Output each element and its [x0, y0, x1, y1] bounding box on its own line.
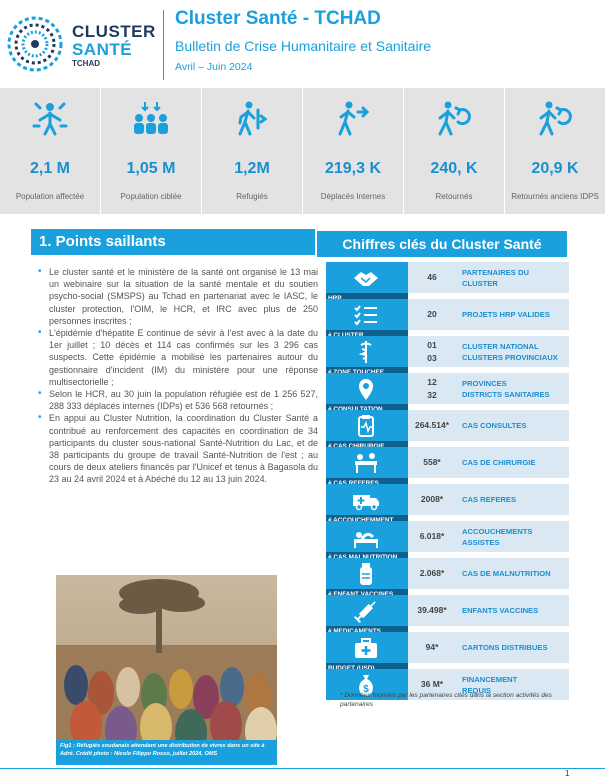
key-figure-value [408, 410, 456, 441]
ambulance-icon [351, 488, 381, 512]
key-figure-value [408, 299, 456, 330]
surgery-icon [351, 451, 381, 475]
key-figure-description-line: ENFANTS VACCINES [462, 606, 539, 615]
key-figure-row [326, 410, 569, 441]
stat-value: 2,1 M [29, 160, 70, 177]
key-figure-description-line: CLUSTERS PROVINCIAUX [462, 352, 558, 362]
caduceus-icon [351, 340, 381, 364]
key-figure-value [408, 373, 456, 404]
stat-label: Retournés anciens IDPS [511, 192, 599, 201]
refugee-distribution-photo [56, 575, 277, 765]
stat-label: Population affectée [15, 192, 85, 201]
key-figure-icon-cell [326, 262, 408, 293]
key-figure-icon-cell [326, 299, 408, 330]
key-figure-number: 03 [427, 352, 437, 363]
stat-refugies [202, 88, 302, 214]
group-targeted-icon [101, 100, 201, 134]
key-figure-description [456, 632, 569, 663]
stat-label: Déplacés Internes [320, 192, 386, 201]
page-header [0, 0, 605, 86]
key-figure-number: 264.514* [414, 420, 450, 430]
handshake-icon [351, 266, 381, 290]
list-item: • En appui au Cluster Nutrition, la coordination du Cluster Santé a contribué au renforcement des capacités en coordination de 34 participants du cluster sous-national Santé-Nutrition du Lac, et de 38 participants du groupe de travail Santé-Nutrition de l'est ; au cours de deux ateliers financés par l'Unicef et tenus à Bagasola du 23 au 24 avril 2024 et à Abéché du 12 au 13 juin 2024. [36, 412, 318, 485]
key-figure-description [456, 447, 569, 478]
stat-deplaces-internes [303, 88, 403, 214]
key-figure-description [456, 484, 569, 515]
key-figure-description [456, 410, 569, 441]
key-figure-number: 01 [427, 339, 437, 350]
key-figure-number: 32 [427, 389, 437, 400]
swirl-logo-icon [0, 8, 70, 78]
key-figure-description-line: PROVINCES [462, 378, 507, 388]
key-figure-description-line: CAS REFERES [462, 495, 517, 504]
stat-population-affectee [0, 88, 100, 214]
section-title-points-saillants: 1. Points saillants [31, 229, 315, 255]
stat-value: 240, K [430, 160, 478, 177]
key-figure-row [326, 336, 569, 367]
key-figure-value [408, 336, 456, 367]
key-figures-table [326, 262, 569, 704]
key-figures-title: Chiffres clés du Cluster Santé [317, 231, 567, 257]
key-figure-value [408, 262, 456, 293]
person-arms-out-icon [0, 100, 100, 134]
key-figure-description-line: REQUIS [462, 685, 492, 695]
key-figure-row [326, 521, 569, 552]
key-figure-description-line: CAS DE CHIRURGIE [462, 458, 536, 467]
key-figure-icon-cell [326, 595, 408, 626]
key-figure-row [326, 373, 569, 404]
footnote: * Données fournies par les partenaires cités dans la section activités des partenaires [340, 692, 552, 708]
svg-text:$: $ [363, 684, 369, 695]
key-figure-description [456, 373, 569, 404]
logo-line-sante: SANTÉ [72, 40, 133, 59]
key-figure-description-line: ASSISTES [462, 537, 500, 547]
logo-line-tchad: TCHAD [72, 59, 100, 68]
logo-line-cluster: CLUSTER [72, 22, 156, 41]
key-figure-description-line: CLUSTER [462, 278, 498, 288]
key-figure-row [326, 595, 569, 626]
photo-caption: Fig1 : Réfugiés soudanais attendant une distribution de vivres dans un site à Adré. Crédit photo : Nicolo Filippo Rosso, juillet 2024, OMS [56, 740, 277, 765]
stat-label: Retournés [435, 192, 473, 201]
footer-rule [0, 768, 605, 769]
key-figure-icon-cell [326, 558, 408, 589]
key-figure-number: 2.068* [419, 568, 445, 578]
key-figure-number: 6.018* [419, 531, 445, 541]
refugee-walking-icon [202, 100, 302, 134]
page-number: 1 [565, 769, 570, 778]
key-figure-number: 39.498* [417, 605, 447, 615]
stat-retournes-anciens-idps [505, 88, 605, 214]
highlights-list [36, 266, 318, 486]
childbirth-icon [351, 525, 381, 549]
malnutrition-icon [351, 562, 381, 586]
page-title: Cluster Santé - TCHAD [175, 8, 381, 29]
key-figure-icon-cell [326, 410, 408, 441]
checklist-icon [351, 303, 381, 327]
key-figure-row [326, 262, 569, 293]
header-divider [163, 10, 164, 80]
key-figure-description-line: PROJETS HRP VALIDES [462, 310, 550, 319]
key-figure-value [408, 447, 456, 478]
key-figure-description-line: CLUSTER NATIONAL [462, 341, 539, 351]
key-figure-description [456, 521, 569, 552]
key-figure-row [326, 558, 569, 589]
key-figure-row [326, 484, 569, 515]
key-figure-row [326, 299, 569, 330]
key-figure-number: 558* [423, 457, 441, 467]
page-subtitle: Bulletin de Crise Humanitaire et Sanitaire [175, 38, 432, 54]
key-figure-description [456, 262, 569, 293]
stat-value: 1,2M [234, 160, 270, 177]
list-item: • Le cluster santé et le ministère de la santé ont organisé le 13 mai un webinaire sur la situation de la santé mentale et du soutien psycho-social (SMSPS) au Tchad en partenariat avec le IASC, le cluster protection, l'OIM, le HCR, et IRC avec plus de 250 personnes inscrites ; [36, 266, 318, 327]
key-figure-icon-cell [326, 632, 408, 663]
key-figure-value [408, 484, 456, 515]
report-period: Avril – Juin 2024 [175, 61, 253, 73]
key-figure-description [456, 558, 569, 589]
key-figure-number: 2008* [420, 494, 444, 504]
clipboard-icon [351, 414, 381, 438]
key-figure-number: 20 [427, 309, 437, 319]
displaced-person-icon [303, 100, 403, 134]
key-figure-value [408, 595, 456, 626]
stat-label: Refugiés [236, 192, 268, 201]
map-pin-icon [351, 377, 381, 401]
stats-band [0, 88, 605, 214]
key-figure-description-line: ACCOUCHEMENTS [462, 526, 533, 536]
stat-value: 219,3 K [324, 160, 382, 177]
key-figure-description-line: CAS DE MALNUTRITION [462, 569, 551, 578]
stat-value: 1,05 M [126, 160, 176, 177]
key-figure-number: 94* [425, 642, 439, 652]
key-figure-description-line: DISTRICTS SANITAIRES [462, 389, 550, 399]
key-figure-row [326, 447, 569, 478]
key-figure-description-line: CAS CONSULTES [462, 421, 527, 430]
list-item: • Selon le HCR, au 30 juin la population réfugiée est de 1 256 527, 288 333 déplacés internes (IDPs) et 536 568 retournés ; [36, 388, 318, 412]
stat-retournes [404, 88, 504, 214]
key-figure-icon-cell [326, 336, 408, 367]
key-figure-number: 36 M* [420, 679, 444, 689]
key-figure-number: 12 [427, 376, 437, 387]
medicine-box-icon [351, 636, 381, 660]
key-figure-icon-cell [326, 373, 408, 404]
syringe-icon [351, 599, 381, 623]
key-figure-description-line: CARTONS DISTRIBUES [462, 643, 548, 652]
key-figure-description [456, 595, 569, 626]
key-figure-icon-cell [326, 484, 408, 515]
returnee-icon [404, 100, 504, 134]
key-figure-description [456, 336, 569, 367]
stat-label: Population ciblée [120, 192, 182, 201]
stat-value: 20,9 K [531, 160, 579, 177]
key-figure-description-line: FINANCEMENT [462, 674, 518, 684]
key-figure-value [408, 521, 456, 552]
key-figure-value [408, 558, 456, 589]
key-figure-icon-cell [326, 521, 408, 552]
key-figure-icon-cell [326, 447, 408, 478]
key-figure-number: 46 [427, 272, 437, 282]
stat-population-ciblee [101, 88, 201, 214]
list-item: • L'épidémie d'hépatite E continue de sévir à l'est avec à la date du 1er juillet ; 10 décès et 114 cas confirmés sur les 3 296 cas suspects. Cette épidémie a mobilisé les partenaires autour du gestionnaire d'incident (IM) du ministère pour une réponse multisectorielle ; [36, 327, 318, 388]
returnee-idp-icon [505, 100, 605, 134]
cluster-sante-logo [0, 8, 160, 78]
key-figure-description [456, 299, 569, 330]
key-figure-row [326, 632, 569, 663]
key-figure-value [408, 632, 456, 663]
key-figure-description-line: PARTENAIRES DU [462, 267, 529, 277]
